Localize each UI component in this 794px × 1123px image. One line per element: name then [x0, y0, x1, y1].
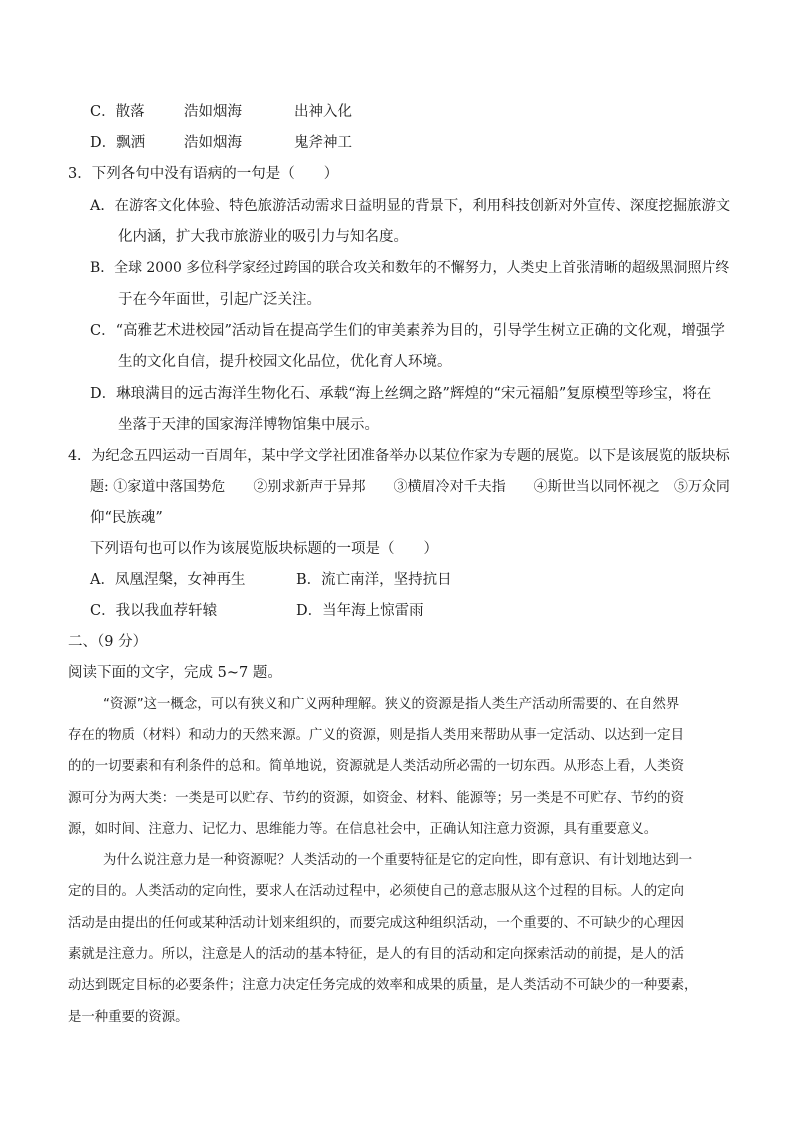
- passage-p1-line3: 的的一切要素和有利条件的总和。简单地说，资源就是人类活动所必需的一切东西。从形态上看，人类资: [68, 759, 684, 774]
- q4-option-a: A．凤凰涅槃，女神再生: [90, 572, 246, 588]
- passage-p2-line2: 定的目的。人类活动的定向性，要求人在活动过程中，必须使自己的意志服从这个过程的目标。人的定向: [68, 884, 684, 899]
- passage-p2-line5: 动达到既定目标的必要条件；注意力决定任务完成的效率和成果的质量，是人类活动不可缺少的一种要素，: [68, 978, 698, 993]
- passage-p2-line4: 素就是注意力。所以，注意是人的活动的基本特征，是人的有目的活动和定向探索活动的前提，是人的活: [68, 947, 684, 962]
- q3-option-d-line1: D．琳琅满目的远古海洋生物化石、承载“海上丝绸之路”辉煌的“宋元福船”复原模型等珍宝，将在: [90, 386, 712, 402]
- q4-option-d: D．当年海上惊雷雨: [296, 603, 424, 619]
- q2-option-c-label: C．散落: [90, 104, 145, 120]
- section2-heading: 二、（9 分）: [68, 634, 148, 650]
- q3-option-b-line2: 于在今年面世，引起广泛关注。: [118, 292, 321, 308]
- passage-p1-line4: 源可分为两大类：一类是可以贮存、节约的资源，如资金、材料、能源等；另一类是不可贮存、节约的资: [68, 791, 684, 806]
- passage-p2-line3: 活动是由提出的任何或某种活动计划来组织的，而要完成这种组织活动，一个重要的、不可缺少的心理因: [68, 916, 684, 931]
- passage-p1-line1: “资源”这一概念，可以有狭义和广义两种理解。狭义的资源是指人类生产活动所需要的、在自然界: [103, 697, 680, 712]
- q3-option-c-line2: 生的文化自信，提升校园文化品位，优化育人环境。: [118, 354, 452, 370]
- q4-stem-line1: 4．为纪念五四运动一百周年，某中学文学社团准备举办以某位作家为专题的展览。以下是该展览的版块标: [68, 448, 730, 464]
- q3-stem: 3．下列各句中没有语病的一句是（ ）: [68, 166, 339, 182]
- q2-option-d-word2: 鬼斧神工: [294, 135, 352, 151]
- q3-option-a-line2: 化内涵，扩大我市旅游业的吸引力与知名度。: [118, 229, 408, 245]
- q3-option-b-line1: B．全球 2000 多位科学家经过跨国的联合攻关和数年的不懈努力，人类史上首张清晰的超级黑洞照片终: [90, 260, 730, 276]
- q4-stem-line2: 题: ①家道中落国势危 ②别求新声于异邦 ③横眉冷对千夫指 ④斯世当以同怀视之 ⑤万众同: [90, 479, 730, 495]
- q2-option-c-word2: 出神入化: [294, 104, 352, 120]
- q2-option-c-word1: 浩如烟海: [184, 104, 242, 120]
- q3-option-a-line1: A．在游客文化体验、特色旅游活动需求日益明显的背景下，利用科技创新对外宣传、深度挖掘旅游文: [90, 198, 731, 214]
- q3-option-d-line2: 坐落于天津的国家海洋博物馆集中展示。: [118, 417, 379, 433]
- q4-option-b: B．流亡南洋，坚持抗日: [296, 572, 452, 588]
- passage-p1-line5: 源，如时间、注意力、记忆力、思维能力等。在信息社会中，正确认知注意力资源，具有重要意义。: [68, 822, 658, 837]
- q3-option-c-line1: C．“高雅艺术进校园”活动旨在提高学生们的审美素养为目的，引导学生树立正确的文化观，增强学: [90, 323, 725, 339]
- q4-question: 下列语句也可以作为该展览版块标题的一项是（ ）: [90, 541, 438, 557]
- passage-p2-line6: 是一种重要的资源。: [68, 1010, 189, 1025]
- q2-option-d-label: D．飘洒: [90, 135, 146, 151]
- section2-instruction: 阅读下面的文字，完成 5~7 题。: [68, 665, 282, 681]
- q2-option-d-word1: 浩如烟海: [184, 135, 242, 151]
- passage-p2-line1: 为什么说注意力是一种资源呢？人类活动的一个重要特征是它的定向性，即有意识、有计划地达到一: [103, 853, 693, 868]
- passage-p1-line2: 存在的物质（材料）和动力的天然来源。广义的资源，则是指人类用来帮助从事一定活动、以达到一定目: [68, 728, 684, 743]
- q4-option-c: C．我以我血荐轩辕: [90, 603, 218, 619]
- q4-stem-line3: 仰“民族魂”: [90, 510, 163, 526]
